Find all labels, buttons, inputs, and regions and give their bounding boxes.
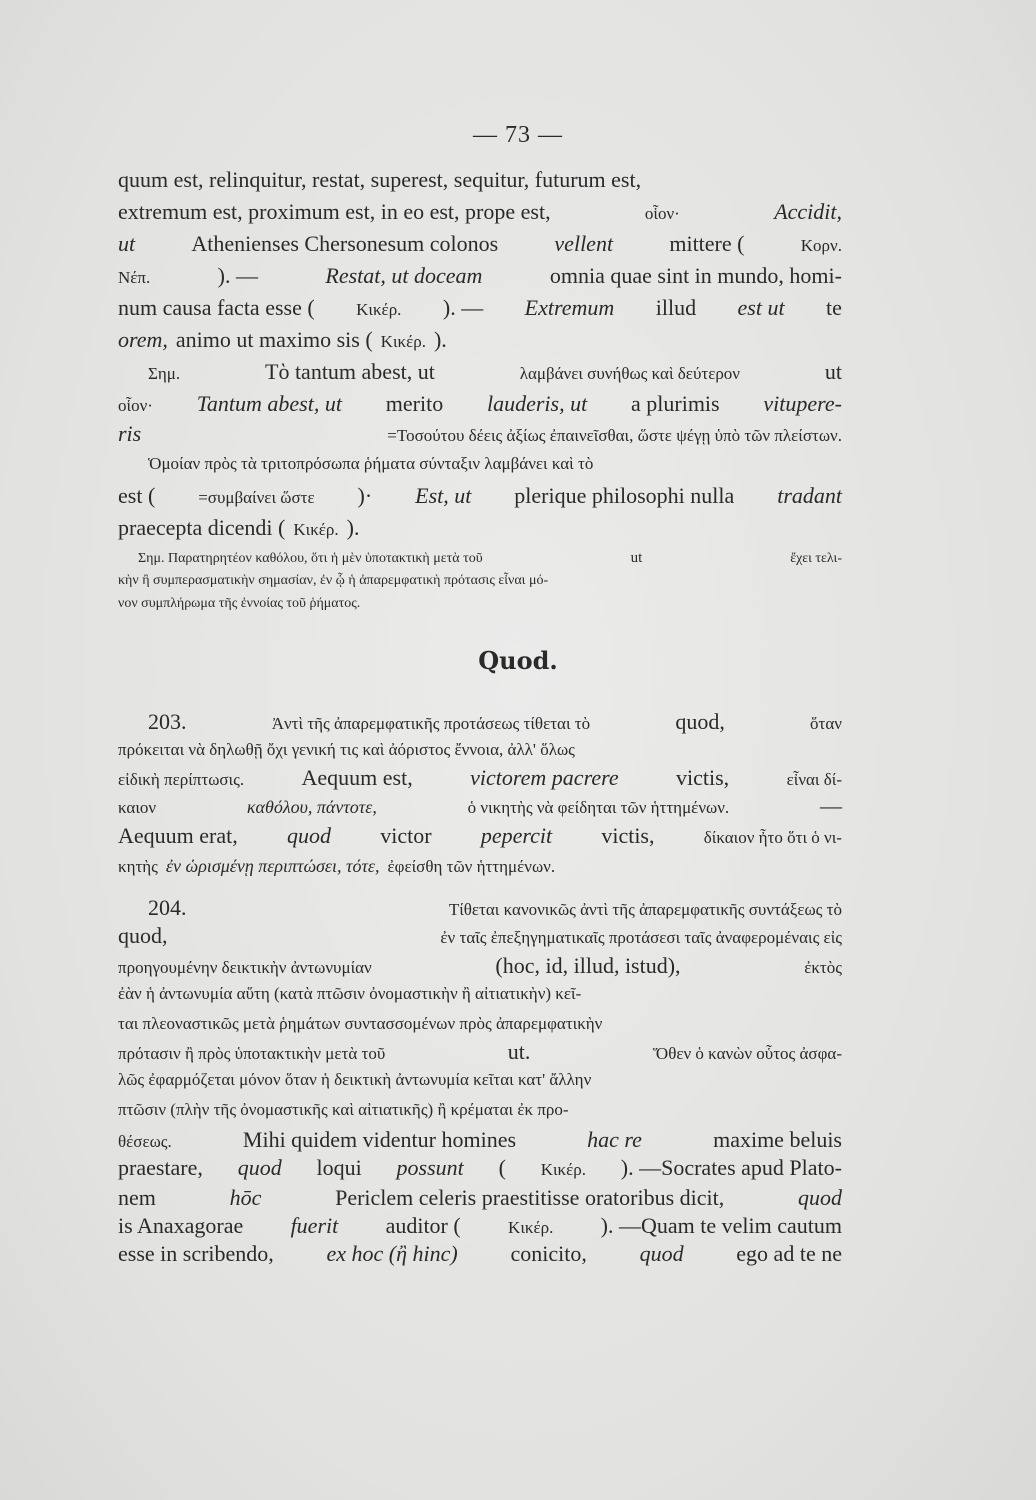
text-segment: εἰδικὴ περίπτωσις. — [118, 770, 245, 789]
text-segment: mittere ( — [669, 231, 745, 256]
text-line — [118, 594, 842, 614]
text-segment: loqui — [316, 1155, 362, 1180]
text-segment: ). —Quam te velim cautum — [600, 1213, 842, 1238]
text-segment: θέσεως. — [118, 1132, 172, 1151]
text-segment: Restat, ut doceam — [325, 263, 483, 288]
text-segment: est ( — [118, 483, 156, 508]
text-segment: quod, — [118, 923, 168, 948]
text-segment: ut. — [507, 1039, 531, 1064]
text-segment: victis, — [676, 765, 730, 790]
text-segment: hōc — [229, 1185, 262, 1210]
text-segment: ἐν ὡρισμένῃ περιπτώσει, τότε, — [165, 856, 380, 876]
text-segment: orem, — [118, 327, 168, 352]
text-segment: merito — [385, 391, 444, 416]
text-segment: ἔχει τελι- — [790, 551, 842, 566]
text-line — [118, 390, 842, 418]
text-segment: ἐν ταῖς ἐπεξηγηματικαῖς προτάσεσι ταῖς ἀναφερομέναις εἰς — [440, 928, 842, 947]
text-segment: Κορν. — [800, 236, 842, 255]
text-line — [118, 1126, 842, 1154]
text-segment: ὁ νικητὴς νὰ φείδηται τῶν ἡττημένων. — [467, 798, 730, 817]
text-line — [148, 894, 842, 922]
text-segment: quod — [797, 1185, 842, 1210]
text-segment: ). — — [442, 295, 484, 320]
text-line — [118, 571, 842, 591]
text-segment: possunt — [396, 1155, 464, 1180]
text-line — [118, 736, 842, 764]
text-segment: conicito, — [510, 1241, 587, 1266]
text-segment: Ἀντὶ τῆς ἀπαρεμφατικῆς προτάσεως τίθεται τὸ — [271, 714, 591, 733]
text-segment: Ὁμοίαν πρὸς τὰ τριτοπρόσωπα ῥήματα σύνταξιν λαμβάνει καὶ τὸ — [148, 454, 594, 473]
text-segment: Τίθεται κανονικῶς ἀντὶ τῆς ἀπαρεμφατικῆς συντάξεως τὸ — [448, 900, 842, 919]
text-segment: a plurimis — [631, 391, 720, 416]
text-segment: pepercit — [480, 823, 553, 848]
text-line — [118, 822, 842, 850]
text-segment: λῶς ἐφαρμόζεται μόνον ὅταν ἡ δεικτικὴ ἀντωνυμία κεῖται κατ' ἄλλην — [118, 1070, 592, 1089]
text-line — [118, 262, 842, 290]
text-segment: ( — [498, 1155, 506, 1180]
text-segment: omnia quae sint in mundo, homi- — [549, 263, 842, 288]
text-line — [118, 1010, 842, 1038]
text-segment: extremum est, proximum est, in eo est, prope est, — [118, 199, 551, 224]
text-segment: ex hoc (ἢ hinc) — [326, 1241, 458, 1266]
text-line — [118, 514, 842, 542]
text-segment: auditor ( — [385, 1213, 461, 1238]
text-segment: quum est, relinquitur, restat, superest, sequitur, futurum est, — [118, 167, 642, 192]
text-segment: tradant — [777, 483, 842, 508]
text-segment: ). —Socrates apud Plato- — [620, 1155, 842, 1180]
text-segment: ). — [346, 515, 360, 540]
text-line — [118, 792, 842, 820]
text-segment: Est, ut — [415, 483, 472, 508]
text-segment: quod — [286, 823, 331, 848]
text-segment: Σημ. Παρατηρητέον καθόλου, ὅτι ἡ μὲν ὑποτακτικὴ μετὰ τοῦ — [138, 551, 483, 566]
text-segment: )· — [357, 483, 373, 508]
text-segment: vellent — [554, 231, 614, 256]
text-segment: κητὴς — [118, 857, 158, 876]
text-segment: πτῶσιν (πλὴν τῆς ὀνομαστικῆς καὶ αἰτιατικῆς) ἢ κρέμαται ἐκ προ- — [118, 1100, 569, 1119]
text-segment: Extremum — [524, 295, 615, 320]
text-segment: πρότασιν ἢ πρὸς ὑποτακτικὴν μετὰ τοῦ — [118, 1044, 386, 1063]
text-line — [118, 482, 842, 510]
text-line — [118, 230, 842, 258]
text-segment: ego ad te ne — [736, 1241, 842, 1266]
text-segment: ἐφείσθη τῶν ἡττημένων. — [387, 857, 556, 876]
text-segment: Κικέρ. — [293, 520, 339, 539]
text-line — [118, 852, 842, 880]
text-line — [148, 358, 842, 386]
text-segment: ris — [118, 421, 142, 446]
text-line — [118, 1066, 842, 1094]
text-line — [118, 1096, 842, 1124]
text-line — [148, 450, 842, 478]
text-segment: Κικέρ. — [508, 1218, 554, 1237]
text-segment: plerique philosophi nulla — [514, 483, 735, 508]
text-segment: Aequum est, — [301, 765, 413, 790]
text-segment: victorem pacrere — [470, 765, 619, 790]
text-segment: nem — [118, 1185, 156, 1210]
page-number: — 73 — — [473, 122, 563, 148]
text-segment: ἐκτὸς — [804, 958, 842, 977]
text-segment: Ὅθεν ὁ κανὼν οὗτος ἀσφα- — [652, 1044, 842, 1063]
text-line — [118, 980, 842, 1008]
text-segment: Νέπ. — [118, 268, 151, 287]
text-line — [118, 952, 842, 980]
text-segment: is Anaxagorae — [118, 1213, 244, 1238]
text-line — [118, 198, 842, 226]
text-segment: Periclem celeris praestitisse oratoribus dicit, — [335, 1185, 725, 1210]
text-line — [118, 922, 842, 950]
text-segment: ὅταν — [810, 714, 842, 733]
text-segment: vitupere- — [763, 391, 842, 416]
text-segment: num causa facta esse ( — [118, 295, 315, 320]
text-segment: Κικέρ. — [356, 300, 402, 319]
text-segment: καθόλου, πάντοτε, — [246, 797, 377, 817]
text-segment: te — [826, 295, 842, 320]
text-segment: προηγουμένην δεικτικὴν ἀντωνυμίαν — [118, 958, 372, 977]
text-line — [118, 166, 842, 194]
text-segment: lauderis, ut — [486, 391, 588, 416]
text-segment: εἶναι δί- — [786, 770, 842, 789]
text-segment: praestare, — [118, 1155, 203, 1180]
text-segment: (hoc, id, illud, istud), — [495, 953, 681, 978]
text-segment: Κικέρ. — [540, 1160, 586, 1179]
text-segment: ). — [433, 327, 447, 352]
text-segment: κὴν ἢ συμπερασματικὴν σημασίαν, ἐν ᾧ ἡ ἀπαρεμφατικὴ πρότασις εἶναι μό- — [118, 573, 549, 588]
text-line — [118, 326, 842, 354]
text-segment: praecepta dicendi ( — [118, 515, 286, 540]
text-segment: οἷον· — [644, 204, 680, 223]
text-line — [118, 1240, 842, 1268]
text-line — [118, 1212, 842, 1240]
text-segment: =Τοσούτου δέεις ἀξίως ἐπαινεῖσθαι, ὥστε ψέγῃ ὑπὸ τῶν πλείστων. — [387, 426, 842, 445]
text-line — [138, 548, 842, 568]
text-segment: Κικέρ. — [380, 332, 426, 351]
text-line — [118, 1184, 842, 1212]
text-segment: Mihi quidem videntur homines — [242, 1127, 517, 1152]
text-line — [148, 708, 842, 736]
text-segment: ut — [824, 359, 842, 384]
text-segment: ἐὰν ἡ ἀντωνυμία αὕτη (κατὰ πτῶσιν ὀνομαστικὴν ἢ αἰτιατικὴν) κεῖ- — [118, 984, 582, 1003]
text-segment: animo ut maximo sis ( — [175, 327, 373, 352]
text-segment: Accidit, — [774, 199, 842, 224]
text-segment: =συμβαίνει ὥστε — [198, 488, 315, 507]
text-segment: οἷον· — [118, 396, 153, 415]
text-segment: ut — [630, 550, 643, 566]
text-line — [118, 420, 842, 448]
text-segment: 203. — [148, 709, 187, 734]
text-segment: ). — — [217, 263, 258, 288]
text-segment: fuerit — [290, 1213, 339, 1238]
text-line — [118, 764, 842, 792]
text-segment: πρόκειται νὰ δηλωθῇ ὄχι γενική τις καὶ ἀόριστος ἔννοια, ἀλλ' ὅλως — [118, 740, 575, 759]
text-segment: καιον — [118, 798, 157, 817]
text-segment: ται πλεοναστικῶς μετὰ ῥημάτων συντασσομένων πρὸς ἀπαρεμφατικὴν — [118, 1014, 603, 1033]
text-segment: quod, — [675, 709, 725, 734]
text-segment: maxime beluis — [713, 1127, 842, 1152]
text-segment: Σημ. — [148, 364, 181, 383]
text-line — [118, 294, 842, 322]
text-segment: victor — [380, 823, 432, 848]
text-segment: λαμβάνει συνήθως καὶ δεύτερον — [519, 364, 740, 383]
text-segment: hac re — [587, 1127, 642, 1152]
text-line — [118, 1154, 842, 1182]
text-segment: Aequum erat, — [118, 823, 238, 848]
text-segment: est ut — [737, 295, 785, 320]
text-segment: — — [819, 793, 842, 818]
text-segment: δίκαιον ἦτο ὅτι ὁ νι- — [703, 828, 842, 847]
text-segment: quod — [639, 1241, 684, 1266]
text-segment: Tantum abest, ut — [196, 391, 342, 416]
text-segment: Athenienses Chersonesum colonos — [191, 231, 499, 256]
section-heading: Quod. — [478, 646, 558, 675]
text-segment: 204. — [148, 895, 187, 920]
text-segment: esse in scribendo, — [118, 1241, 274, 1266]
text-segment: ut — [118, 231, 136, 256]
text-segment: victis, — [601, 823, 655, 848]
text-segment: Τὸ tantum abest, ut — [265, 359, 435, 384]
text-segment: illud — [655, 295, 697, 320]
text-segment: quod — [237, 1155, 282, 1180]
text-line — [118, 1038, 842, 1066]
text-segment: νον συμπλήρωμα τῆς ἐννοίας τοῦ ῥήματος. — [118, 596, 361, 611]
